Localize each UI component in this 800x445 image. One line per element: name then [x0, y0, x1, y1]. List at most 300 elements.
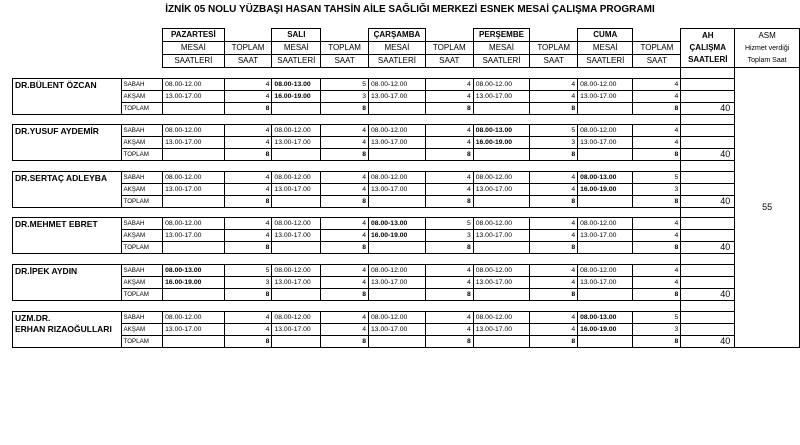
hours-value: 4 — [224, 218, 272, 230]
blank-cell — [224, 254, 272, 265]
time-range: 08.00-12.00 — [473, 311, 530, 323]
blank-cell — [530, 68, 578, 79]
ah-blank — [681, 230, 735, 242]
hours-value: 8 — [530, 335, 578, 347]
table-row — [13, 323, 800, 335]
hours-value: 8 — [530, 242, 578, 254]
mesai-header: SAATLERİ — [473, 55, 530, 68]
blank-cell — [578, 207, 633, 218]
hours-value: 8 — [530, 149, 578, 161]
hours-value: 8 — [633, 195, 681, 207]
time-range: 13.00-17.00 — [163, 183, 224, 195]
blank-cell — [578, 68, 633, 79]
table-row — [13, 195, 800, 207]
time-range: 13.00-17.00 — [163, 90, 224, 102]
table-row — [13, 230, 800, 242]
table-row — [13, 125, 800, 137]
hours-value: 8 — [321, 288, 369, 300]
time-range: 13.00-17.00 — [163, 230, 224, 242]
row-label: SABAH — [121, 171, 163, 183]
hours-value: 8 — [633, 335, 681, 347]
hours-value: 4 — [633, 125, 681, 137]
header-blank — [13, 55, 163, 68]
time-range: 08.00-12.00 — [163, 125, 224, 137]
doctor-name-line: DR.İPEK AYDIN — [15, 265, 78, 276]
hours-value: 8 — [321, 335, 369, 347]
hours-value: 4 — [633, 137, 681, 149]
time-range: 13.00-17.00 — [272, 183, 321, 195]
time-range — [578, 195, 633, 207]
time-range: 08.00-13.00 — [578, 171, 633, 183]
hours-value: 8 — [530, 102, 578, 114]
toplam-header: TOPLAM — [633, 42, 681, 55]
mesai-header: MESAİ — [272, 42, 321, 55]
blank-cell — [321, 161, 369, 172]
hours-value: 8 — [425, 195, 473, 207]
hours-value: 8 — [633, 242, 681, 254]
blank-cell — [163, 114, 224, 125]
blank-cell — [530, 161, 578, 172]
blank-cell — [425, 114, 473, 125]
mesai-header: MESAİ — [578, 42, 633, 55]
hours-value: 4 — [633, 90, 681, 102]
blank-cell — [425, 161, 473, 172]
blank-cell — [681, 207, 735, 218]
hours-value: 5 — [633, 311, 681, 323]
blank-cell — [578, 300, 633, 311]
time-range — [272, 288, 321, 300]
day-header: CUMA — [578, 29, 633, 42]
hours-value: 4 — [530, 276, 578, 288]
blank-cell — [121, 300, 163, 311]
blank-cell — [425, 207, 473, 218]
mesai-header: MESAİ — [369, 42, 426, 55]
hours-value: 3 — [224, 276, 272, 288]
hours-value: 8 — [224, 102, 272, 114]
time-range — [578, 242, 633, 254]
time-range: 08.00-12.00 — [272, 311, 321, 323]
hours-value: 8 — [425, 242, 473, 254]
time-range — [163, 242, 224, 254]
hours-value: 4 — [321, 183, 369, 195]
hours-value: 4 — [425, 264, 473, 276]
blank-cell — [163, 161, 224, 172]
ah-label: ÇALIŞMA — [689, 43, 726, 52]
time-range: 13.00-17.00 — [272, 137, 321, 149]
doctor-name — [13, 78, 122, 114]
toplam-header: TOPLAM — [530, 42, 578, 55]
ah-blank — [681, 323, 735, 335]
blank-cell — [224, 114, 272, 125]
time-range — [163, 195, 224, 207]
time-range: 13.00-17.00 — [272, 230, 321, 242]
toplam-header: TOPLAM — [425, 42, 473, 55]
hours-value: 4 — [224, 323, 272, 335]
time-range: 08.00-12.00 — [163, 171, 224, 183]
hours-value: 4 — [633, 264, 681, 276]
time-range: 08.00-12.00 — [272, 264, 321, 276]
blank-cell — [369, 207, 426, 218]
time-range: 08.00-12.00 — [272, 171, 321, 183]
blank-cell — [530, 207, 578, 218]
time-range: 13.00-17.00 — [578, 230, 633, 242]
blank-cell — [163, 300, 224, 311]
time-range: 08.00-12.00 — [578, 78, 633, 90]
blank-cell — [13, 254, 122, 265]
time-range — [578, 335, 633, 347]
blank-cell — [633, 254, 681, 265]
doctor-name-line: UZM.DR. — [15, 312, 51, 323]
ah-label: SAATLERİ — [688, 55, 728, 64]
ah-blank — [681, 90, 735, 102]
hours-value: 4 — [633, 230, 681, 242]
row-label: TOPLAM — [121, 195, 163, 207]
time-range: 08.00-12.00 — [473, 78, 530, 90]
time-range — [163, 149, 224, 161]
hours-value: 4 — [321, 171, 369, 183]
hours-value: 5 — [633, 171, 681, 183]
time-range: 13.00-17.00 — [369, 90, 426, 102]
asm-label: ASM — [758, 30, 776, 40]
page-title: İZNİK 05 NOLU YÜZBAŞI HASAN TAHSİN AİLE SAĞLIĞI MERKEZİ ESNEK MESAİ ÇALIŞMA PROGRAMI — [165, 4, 655, 15]
row-label: TOPLAM — [121, 149, 163, 161]
hours-value: 4 — [321, 125, 369, 137]
hours-value: 8 — [425, 102, 473, 114]
hours-value: 4 — [224, 137, 272, 149]
blank-cell — [321, 68, 369, 79]
schedule-sheet — [12, 28, 800, 348]
ah-blank — [681, 137, 735, 149]
header-blank — [13, 29, 163, 42]
hours-value: 4 — [321, 311, 369, 323]
blank-cell — [272, 68, 321, 79]
row-label: TOPLAM — [121, 242, 163, 254]
hours-value: 8 — [425, 149, 473, 161]
hours-value: 8 — [425, 335, 473, 347]
hours-value: 4 — [530, 183, 578, 195]
toplam-header: SAAT — [530, 55, 578, 68]
table-row — [13, 242, 800, 254]
blank-cell — [530, 254, 578, 265]
blank-cell — [473, 68, 530, 79]
blank-cell — [425, 300, 473, 311]
blank-cell — [121, 114, 163, 125]
blank-cell — [163, 254, 224, 265]
hours-value: 4 — [530, 78, 578, 90]
row-label: SABAH — [121, 264, 163, 276]
blank-cell — [473, 254, 530, 265]
header-blank — [530, 29, 578, 42]
hours-value: 4 — [321, 323, 369, 335]
mesai-header: SAATLERİ — [272, 55, 321, 68]
time-range: 08.00-12.00 — [369, 78, 426, 90]
row-label: TOPLAM — [121, 102, 163, 114]
hours-value: 4 — [530, 171, 578, 183]
header-blank — [224, 29, 272, 42]
toplam-header: TOPLAM — [224, 42, 272, 55]
hours-value: 4 — [633, 276, 681, 288]
time-range: 08.00-12.00 — [473, 264, 530, 276]
ah-blank — [681, 218, 735, 230]
hours-value: 8 — [633, 288, 681, 300]
hours-value: 4 — [425, 125, 473, 137]
ah-hours-value: 40 — [681, 195, 735, 207]
time-range — [272, 242, 321, 254]
day-header: ÇARŞAMBA — [369, 29, 426, 42]
time-range: 08.00-12.00 — [578, 125, 633, 137]
blank-cell — [272, 114, 321, 125]
time-range: 08.00-12.00 — [163, 218, 224, 230]
time-range: 13.00-17.00 — [473, 276, 530, 288]
hours-value: 5 — [224, 264, 272, 276]
hours-value: 4 — [224, 230, 272, 242]
row-label: SABAH — [121, 218, 163, 230]
toplam-header: TOPLAM — [321, 42, 369, 55]
row-label: AKŞAM — [121, 323, 163, 335]
hours-value: 4 — [530, 90, 578, 102]
blank-cell — [425, 254, 473, 265]
blank-cell — [321, 114, 369, 125]
hours-value: 8 — [321, 149, 369, 161]
blank-cell — [224, 300, 272, 311]
ah-blank — [681, 171, 735, 183]
hours-value: 4 — [224, 125, 272, 137]
header-blank — [633, 29, 681, 42]
hours-value: 8 — [530, 195, 578, 207]
table-row — [13, 90, 800, 102]
time-range: 16.00-19.00 — [272, 90, 321, 102]
time-range: 13.00-17.00 — [272, 323, 321, 335]
toplam-header: SAAT — [633, 55, 681, 68]
hours-value: 8 — [224, 288, 272, 300]
time-range: 08.00-12.00 — [369, 311, 426, 323]
hours-value: 4 — [321, 264, 369, 276]
hours-value: 8 — [530, 288, 578, 300]
mesai-header: MESAİ — [473, 42, 530, 55]
blank-cell — [121, 207, 163, 218]
blank-cell — [633, 114, 681, 125]
blank-cell — [272, 161, 321, 172]
time-range — [369, 102, 426, 114]
doctor-name — [13, 125, 122, 161]
row-label: AKŞAM — [121, 90, 163, 102]
hours-value: 4 — [530, 311, 578, 323]
blank-cell — [425, 68, 473, 79]
doctor-name-line: ERHAN RIZAOĞULLARI — [15, 323, 112, 334]
ah-header — [681, 29, 735, 68]
hours-value: 8 — [321, 242, 369, 254]
row-label: SABAH — [121, 78, 163, 90]
mesai-header: SAATLERİ — [369, 55, 426, 68]
hours-value: 8 — [321, 102, 369, 114]
hours-value: 5 — [321, 78, 369, 90]
doctor-name-line: DR.SERTAÇ ADLEYBA — [15, 172, 108, 183]
doctor-name — [13, 264, 122, 300]
mesai-header: MESAİ — [163, 42, 224, 55]
time-range: 13.00-17.00 — [473, 230, 530, 242]
row-label: SABAH — [121, 311, 163, 323]
time-range: 08.00-13.00 — [578, 311, 633, 323]
hours-value: 4 — [224, 183, 272, 195]
hours-value: 3 — [633, 183, 681, 195]
hours-value: 4 — [633, 218, 681, 230]
asm-label: Hizmet verdiği — [744, 44, 790, 52]
blank-cell — [681, 254, 735, 265]
ah-blank — [681, 183, 735, 195]
hours-value: 3 — [321, 90, 369, 102]
time-range — [578, 288, 633, 300]
ah-blank — [681, 264, 735, 276]
hours-value: 8 — [224, 149, 272, 161]
time-range: 08.00-12.00 — [473, 171, 530, 183]
blank-cell — [224, 68, 272, 79]
blank-cell — [633, 68, 681, 79]
blank-cell — [13, 207, 122, 218]
mesai-header: SAATLERİ — [163, 55, 224, 68]
blank-cell — [163, 68, 224, 79]
hours-value: 8 — [224, 242, 272, 254]
time-range — [369, 195, 426, 207]
doctor-name-line: DR.MEHMET EBRET — [15, 219, 98, 230]
hours-value: 4 — [321, 218, 369, 230]
hours-value: 4 — [425, 78, 473, 90]
ah-blank — [681, 276, 735, 288]
time-range: 16.00-19.00 — [578, 183, 633, 195]
time-range: 08.00-13.00 — [369, 218, 426, 230]
time-range: 13.00-17.00 — [473, 90, 530, 102]
time-range — [369, 149, 426, 161]
header-blank — [13, 42, 163, 55]
blank-cell — [633, 161, 681, 172]
time-range: 13.00-17.00 — [369, 137, 426, 149]
row-label: AKŞAM — [121, 183, 163, 195]
toplam-header: SAAT — [224, 55, 272, 68]
table-row — [13, 311, 800, 323]
blank-cell — [321, 300, 369, 311]
hours-value: 4 — [530, 323, 578, 335]
time-range: 13.00-17.00 — [369, 323, 426, 335]
blank-cell — [13, 114, 122, 125]
time-range: 13.00-17.00 — [578, 276, 633, 288]
day-header: PERŞEMBE — [473, 29, 530, 42]
time-range — [369, 242, 426, 254]
time-range: 16.00-19.00 — [163, 276, 224, 288]
time-range: 08.00-13.00 — [272, 78, 321, 90]
hours-value: 4 — [425, 90, 473, 102]
table-row — [13, 335, 800, 347]
time-range: 08.00-13.00 — [473, 125, 530, 137]
blank-cell — [121, 68, 163, 79]
hours-value: 3 — [425, 230, 473, 242]
doctor-name — [13, 171, 122, 207]
doctor-name-line: DR.YUSUF AYDEMİR — [15, 126, 99, 137]
row-label: TOPLAM — [121, 335, 163, 347]
mesai-header: SAATLERİ — [578, 55, 633, 68]
blank-cell — [272, 300, 321, 311]
hours-value: 5 — [530, 125, 578, 137]
hours-value: 8 — [633, 149, 681, 161]
header-blank — [425, 29, 473, 42]
blank-cell — [473, 161, 530, 172]
table-row — [13, 171, 800, 183]
time-range — [473, 195, 530, 207]
blank-cell — [369, 161, 426, 172]
blank-cell — [224, 207, 272, 218]
hours-value: 4 — [425, 323, 473, 335]
time-range — [272, 335, 321, 347]
asm-label: Toplam Saat — [747, 56, 787, 64]
hours-value: 8 — [321, 195, 369, 207]
time-range: 13.00-17.00 — [369, 276, 426, 288]
doctor-name — [13, 311, 122, 347]
doctor-name — [13, 218, 122, 254]
asm-total-cell: 55 — [735, 68, 800, 348]
time-range: 08.00-12.00 — [369, 125, 426, 137]
time-range: 13.00-17.00 — [578, 137, 633, 149]
blank-cell — [473, 114, 530, 125]
time-range — [578, 102, 633, 114]
hours-value: 4 — [530, 264, 578, 276]
time-range: 13.00-17.00 — [578, 90, 633, 102]
hours-value: 4 — [530, 230, 578, 242]
hours-value: 4 — [425, 183, 473, 195]
row-label: AKŞAM — [121, 230, 163, 242]
hours-value: 8 — [224, 335, 272, 347]
blank-cell — [473, 300, 530, 311]
time-range — [578, 149, 633, 161]
time-range: 08.00-12.00 — [163, 78, 224, 90]
time-range: 08.00-12.00 — [369, 264, 426, 276]
blank-cell — [272, 207, 321, 218]
time-range: 13.00-17.00 — [473, 183, 530, 195]
time-range: 13.00-17.00 — [163, 323, 224, 335]
time-range — [163, 288, 224, 300]
blank-cell — [633, 300, 681, 311]
time-range — [473, 288, 530, 300]
hours-value: 4 — [224, 311, 272, 323]
time-range: 16.00-19.00 — [369, 230, 426, 242]
blank-cell — [681, 300, 735, 311]
day-header: PAZARTESİ — [163, 29, 224, 42]
time-range: 13.00-17.00 — [369, 183, 426, 195]
ah-label: AH — [701, 31, 714, 40]
hours-value: 4 — [321, 230, 369, 242]
blank-cell — [121, 254, 163, 265]
hours-value: 4 — [321, 137, 369, 149]
time-range: 08.00-12.00 — [369, 171, 426, 183]
time-range: 08.00-12.00 — [163, 311, 224, 323]
time-range — [369, 335, 426, 347]
hours-value: 4 — [425, 171, 473, 183]
hours-value: 4 — [425, 311, 473, 323]
ah-hours-value: 40 — [681, 149, 735, 161]
hours-value: 4 — [321, 276, 369, 288]
time-range: 16.00-19.00 — [473, 137, 530, 149]
ah-hours-value: 40 — [681, 102, 735, 114]
toplam-header: SAAT — [321, 55, 369, 68]
time-range — [473, 242, 530, 254]
blank-cell — [681, 68, 735, 79]
hours-value: 4 — [224, 78, 272, 90]
blank-cell — [681, 161, 735, 172]
blank-cell — [121, 161, 163, 172]
hours-value: 3 — [633, 323, 681, 335]
table-row — [13, 276, 800, 288]
blank-cell — [681, 114, 735, 125]
hours-value: 4 — [425, 137, 473, 149]
time-range — [369, 288, 426, 300]
hours-value: 5 — [425, 218, 473, 230]
